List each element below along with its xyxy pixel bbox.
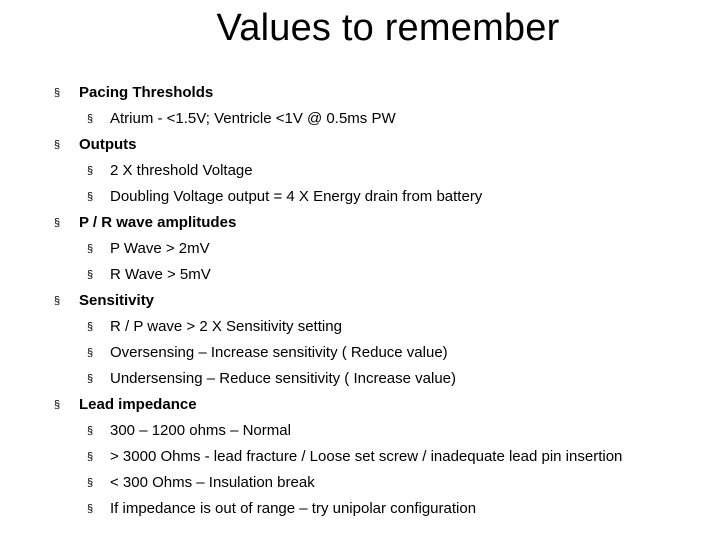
list-item <box>0 262 720 288</box>
item-text: < 300 Ohms – Insulation break <box>110 474 315 491</box>
item-text: Oversensing – Increase sensitivity ( Reduce value) <box>110 344 448 361</box>
bullet-icon: § <box>87 373 94 385</box>
item-text: R / P wave > 2 X Sensitivity setting <box>110 318 342 335</box>
section-sensitivity <box>0 288 720 392</box>
heading-text: Outputs <box>79 136 137 153</box>
list-item <box>0 444 720 470</box>
item-text: > 3000 Ohms - lead fracture / Loose set screw / inadequate lead pin insertion <box>110 448 623 465</box>
section-outputs <box>0 132 720 210</box>
list-item <box>0 158 720 184</box>
bullet-icon: § <box>87 451 94 463</box>
bullet-icon: § <box>54 87 61 99</box>
section-pacing-thresholds <box>0 80 720 132</box>
item-text: R Wave > 5mV <box>110 266 211 283</box>
list-heading <box>0 288 720 314</box>
list-heading <box>0 392 720 418</box>
bullet-icon: § <box>54 217 61 229</box>
list-item <box>0 496 720 522</box>
heading-text: P / R wave amplitudes <box>79 214 237 231</box>
bullet-icon: § <box>87 425 94 437</box>
bullet-icon: § <box>87 269 94 281</box>
list-heading <box>0 132 720 158</box>
list-item <box>0 106 720 132</box>
bullet-icon: § <box>87 191 94 203</box>
list-heading <box>0 210 720 236</box>
slide-title: Values to remember <box>216 7 560 49</box>
bullet-icon: § <box>87 347 94 359</box>
item-text: Doubling Voltage output = 4 X Energy drain from battery <box>110 188 483 205</box>
item-text: If impedance is out of range – try unipolar configuration <box>110 500 477 517</box>
bullet-icon: § <box>87 503 94 515</box>
list-item <box>0 314 720 340</box>
list-item <box>0 340 720 366</box>
bullet-icon: § <box>54 295 61 307</box>
heading-text: Sensitivity <box>79 292 155 309</box>
list-heading <box>0 80 720 106</box>
bullet-icon: § <box>87 477 94 489</box>
section-lead-impedance <box>0 392 720 522</box>
bullet-icon: § <box>87 113 94 125</box>
list-item <box>0 366 720 392</box>
item-text: Undersensing – Reduce sensitivity ( Increase value) <box>110 370 457 387</box>
list-item <box>0 470 720 496</box>
bullet-icon: § <box>54 399 61 411</box>
item-text: 300 – 1200 ohms – Normal <box>110 422 291 439</box>
list-item <box>0 418 720 444</box>
bullet-icon: § <box>87 165 94 177</box>
heading-text: Lead impedance <box>79 396 197 413</box>
bullet-icon: § <box>54 139 61 151</box>
item-text: 2 X threshold Voltage <box>110 162 253 179</box>
list-item <box>0 184 720 210</box>
item-text: P Wave > 2mV <box>110 240 210 257</box>
bullet-icon: § <box>87 243 94 255</box>
list-item <box>0 236 720 262</box>
bullet-icon: § <box>87 321 94 333</box>
bullet-list <box>0 80 720 522</box>
section-wave-amplitudes <box>0 210 720 288</box>
heading-text: Pacing Thresholds <box>79 84 214 101</box>
item-text: Atrium - <1.5V; Ventricle <1V @ 0.5ms PW <box>110 110 396 127</box>
